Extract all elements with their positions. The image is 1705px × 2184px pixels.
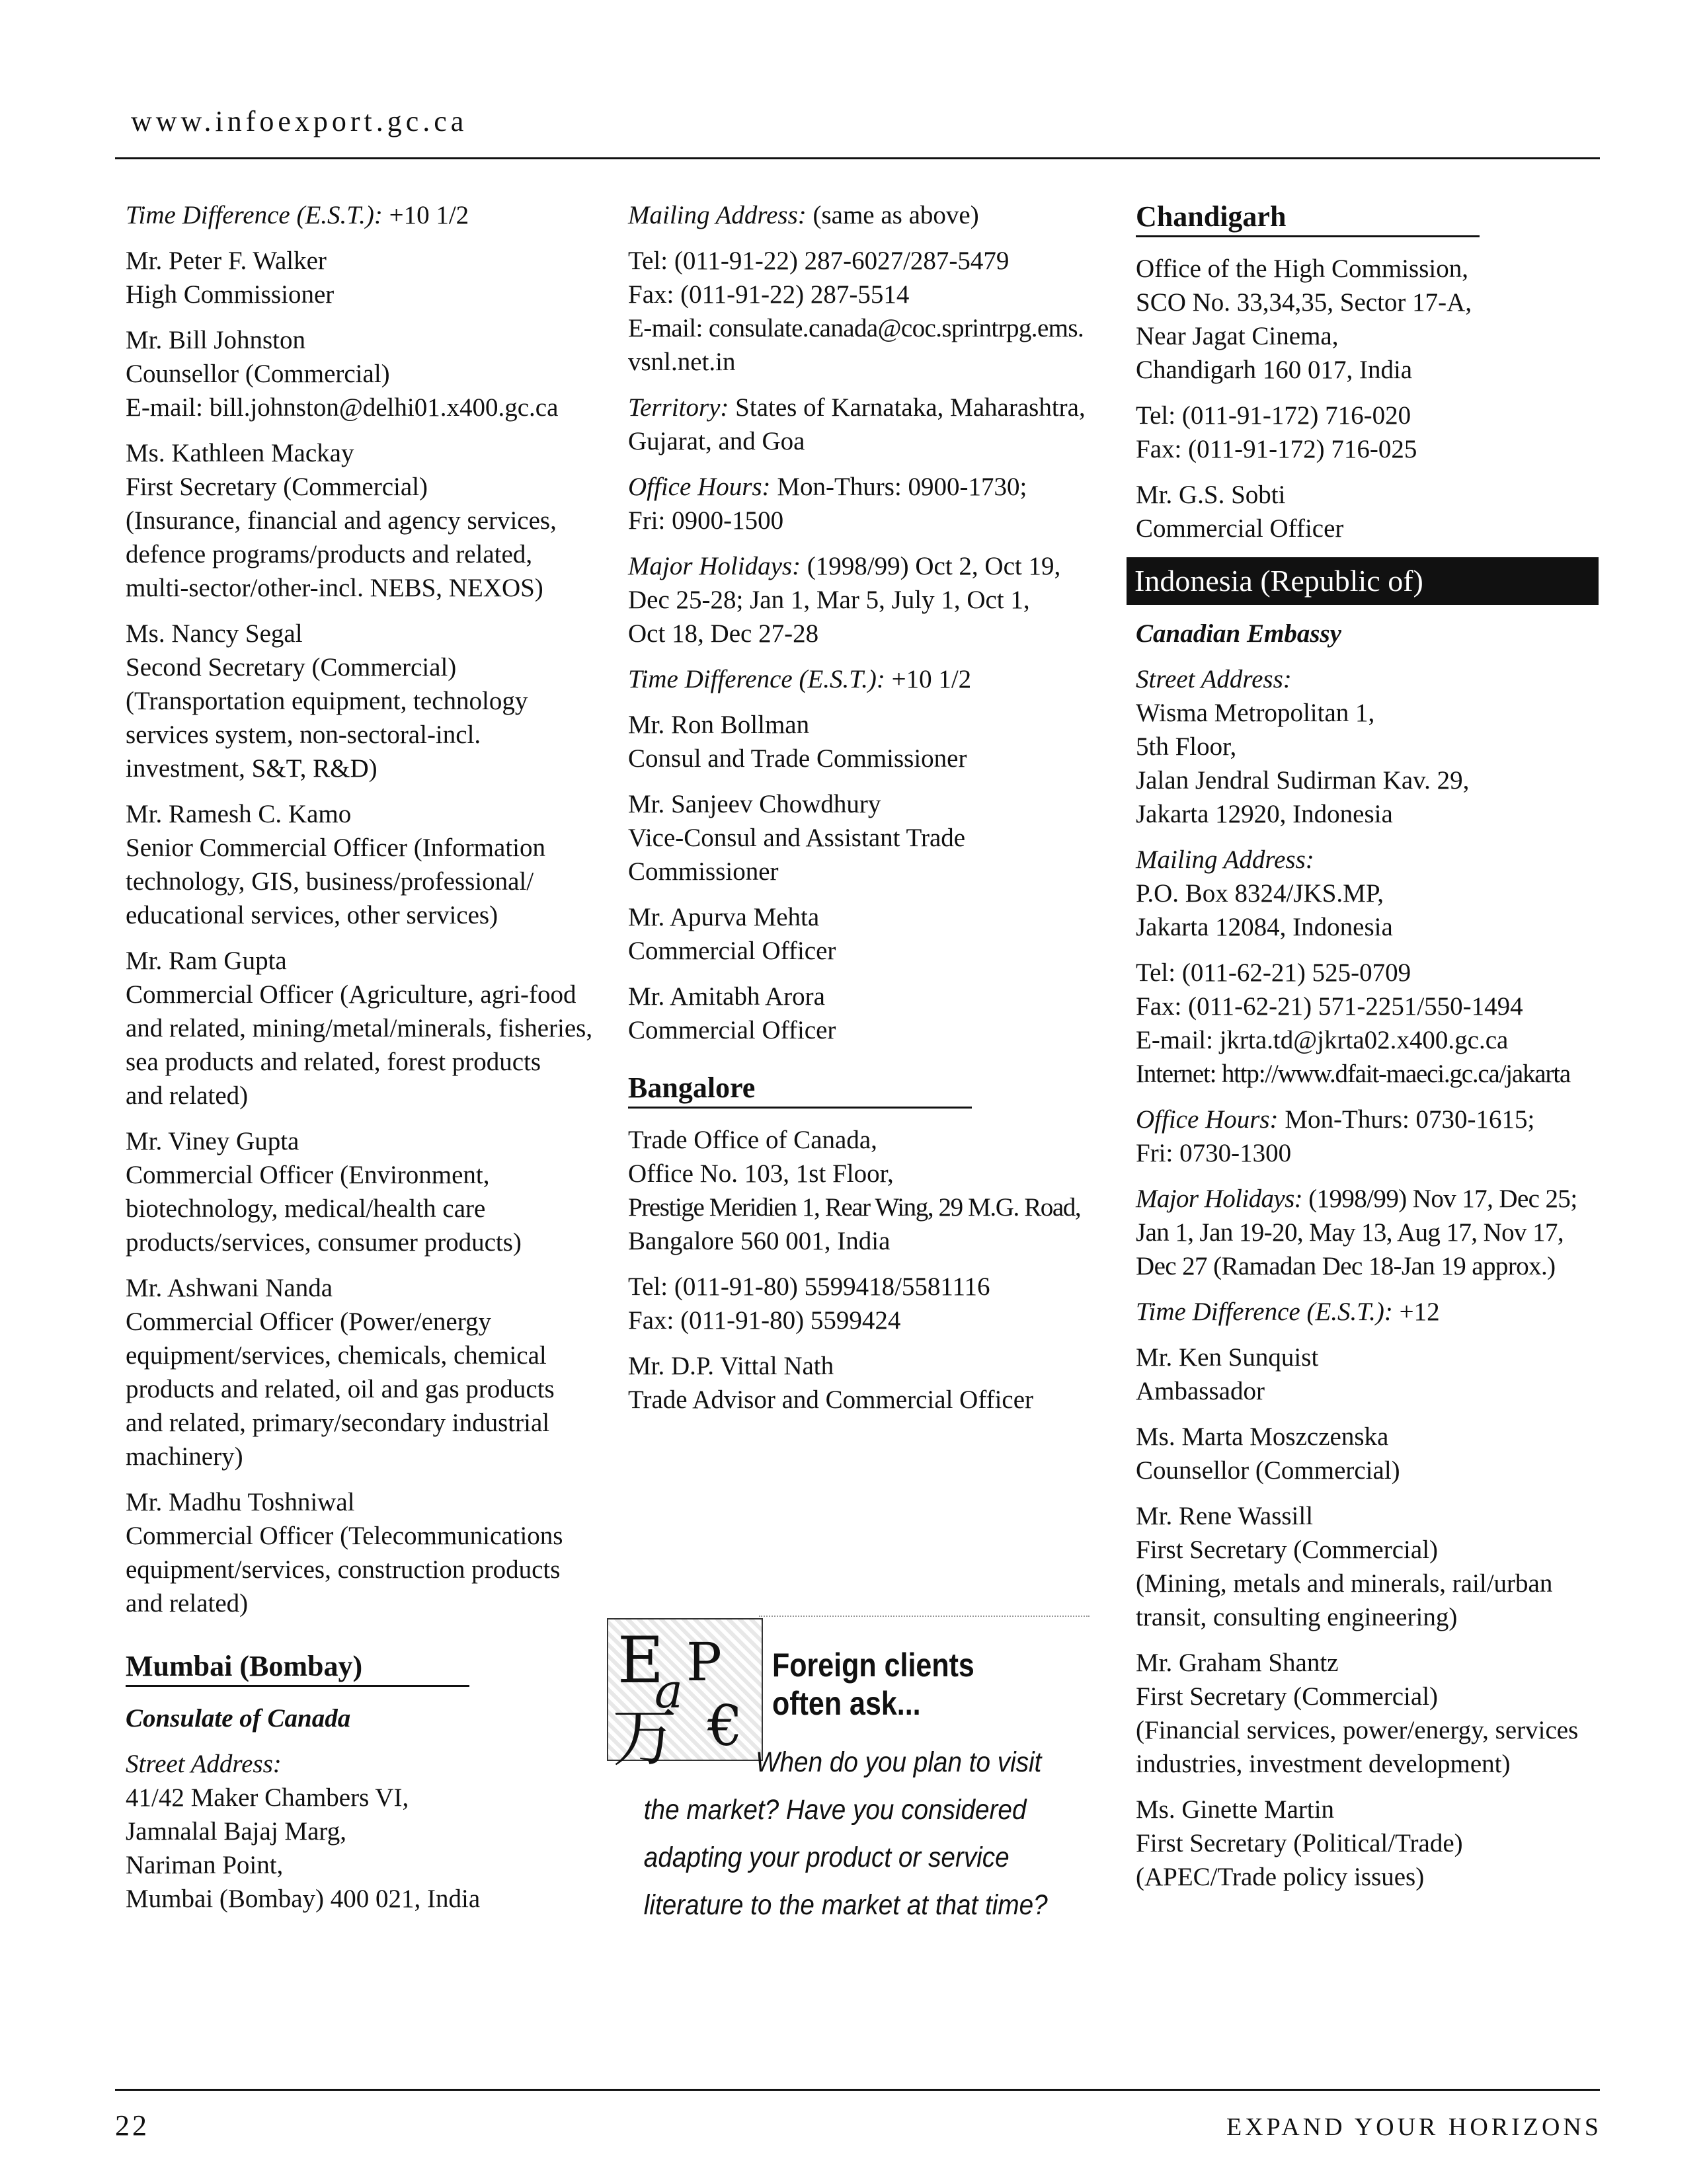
contact-entry (628, 980, 1104, 1047)
contact-detail: Counsellor (Commercial) (1136, 1456, 1400, 1485)
contact-entry (126, 1124, 628, 1259)
city-heading-chandigarh: Chandigarh (1136, 198, 1480, 237)
contact-list (126, 244, 628, 1620)
website: Internet: http://www.dfait-maeci.gc.ca/jakarta (1136, 1060, 1570, 1088)
footer-rule (115, 2089, 1600, 2091)
mission-name: Consulate of Canada (126, 1704, 351, 1733)
contact-name: Mr. Sanjeev Chowdhury (628, 790, 881, 818)
address-line: Trade Office of Canada, (628, 1126, 877, 1154)
time-difference-value: +10 1/2 (885, 665, 972, 693)
office-hours-value: Mon-Thurs: 0730-1615; (1278, 1105, 1535, 1134)
contact-detail: E-mail: bill.johnston@delhi01.x400.gc.ca (126, 393, 559, 422)
phone-numbers (1136, 399, 1599, 466)
glyph-p-icon: P (686, 1631, 722, 1693)
address-line: Jakarta 12084, Indonesia (1136, 913, 1393, 941)
contact-detail: biotechnology, medical/health care (126, 1194, 486, 1223)
address-line: Bangalore 560 001, India (628, 1227, 891, 1255)
contact-detail: transit, consulting engineering) (1136, 1603, 1458, 1631)
office-hours-label: Office Hours: (628, 473, 771, 501)
glyph-script-icon: 万 (612, 1700, 678, 1775)
mailing-address (1136, 843, 1599, 944)
contact-detail: Commercial Officer (Power/energy (126, 1307, 492, 1336)
address-line: Office of the High Commission, (1136, 254, 1468, 283)
contact-name: Mr. Bill Johnston (126, 326, 305, 354)
contact-detail: defence programs/products and related, (126, 540, 533, 568)
contact-entry (628, 708, 1104, 775)
glyph-e2-icon: € (707, 1694, 743, 1758)
contact-entry (126, 617, 628, 785)
contact-details (1136, 956, 1599, 1091)
contact-entry (1136, 1646, 1599, 1781)
contact-detail: (Transportation equipment, technology (126, 687, 528, 715)
contact-name: Mr. Madhu Toshniwal (126, 1488, 355, 1516)
callout-body-line: adapting your product or service (643, 1842, 1010, 1873)
time-difference-label: Time Difference (E.S.T.): (126, 201, 383, 229)
time-difference (126, 198, 628, 232)
glyph-e-icon: E (617, 1623, 664, 1697)
callout-body-line: literature to the market at that time? (643, 1889, 1048, 1921)
contact-name: Mr. Ashwani Nanda (126, 1274, 333, 1302)
glyph-a-icon: a (654, 1663, 683, 1719)
holidays-label: Major Holidays: (628, 552, 801, 580)
territory-value: States of Karnataka, Maharashtra, (729, 393, 1086, 422)
contact-detail: Senior Commercial Officer (Information (126, 834, 545, 862)
contact-list (1136, 1341, 1599, 1894)
fax: Fax: (011-91-172) 716-025 (1136, 435, 1417, 463)
mailing-address (628, 198, 1104, 232)
contact-detail: and related) (126, 1589, 249, 1618)
time-difference-label: Time Difference (E.S.T.): (628, 665, 885, 693)
email: E-mail: jkrta.td@jkrta02.x400.gc.ca (1136, 1026, 1509, 1054)
contact-entry (1136, 1341, 1599, 1408)
contact-detail: industries, investment development) (1136, 1750, 1511, 1778)
contact-detail: machinery) (126, 1442, 243, 1471)
contact-detail: and related) (126, 1081, 249, 1110)
contact-detail: Commercial Officer (628, 937, 836, 965)
contact-detail: High Commissioner (126, 280, 335, 309)
holidays-label: Major Holidays: (1136, 1185, 1303, 1213)
contact (1136, 478, 1599, 545)
contact-name: Mr. Ram Gupta (126, 947, 287, 975)
office-hours (1136, 1103, 1599, 1170)
contact-detail: Commercial Officer (Environment, (126, 1161, 490, 1189)
contact-detail: Ambassador (1136, 1377, 1265, 1405)
address (1136, 252, 1599, 387)
contact-name: Mr. Rene Wassill (1136, 1502, 1314, 1530)
contact-name: Mr. Viney Gupta (126, 1127, 299, 1155)
phone: Tel: (011-91-80) 5599418/5581116 (628, 1272, 990, 1301)
footer-tagline: EXPAND YOUR HORIZONS (1226, 2113, 1602, 2141)
contact-detail: First Secretary (Commercial) (1136, 1682, 1439, 1711)
contact-entry (1136, 1793, 1599, 1894)
address (628, 1123, 1104, 1258)
contact-detail: Commercial Officer (628, 1016, 836, 1044)
contact-detail: (Insurance, financial and agency services, (126, 506, 557, 535)
address-line: 41/42 Maker Chambers VI, (126, 1783, 409, 1812)
contact-details (628, 244, 1104, 379)
contact-entry (628, 900, 1104, 968)
address-line: Office No. 103, 1st Floor, (628, 1159, 894, 1188)
holidays-value: (1998/99) Oct 2, Oct 19, (801, 552, 1061, 580)
contact-entry (1136, 1420, 1599, 1487)
contact-name: Mr. Ron Bollman (628, 711, 810, 739)
fax: Fax: (011-91-80) 5599424 (628, 1306, 901, 1335)
holidays-value: (1998/99) Nov 17, Dec 25; (1302, 1185, 1577, 1213)
contact-name: Mr. Ramesh C. Kamo (126, 800, 352, 828)
contact-name: Ms. Kathleen Mackay (126, 439, 354, 467)
column-1 (126, 198, 628, 1928)
contact-detail: (Financial services, power/energy, services (1136, 1716, 1579, 1744)
contact-name: Ms. Nancy Segal (126, 619, 303, 648)
phone: Tel: (011-62-21) 525-0709 (1136, 958, 1411, 987)
email-cont: vsnl.net.in (628, 348, 736, 376)
contact-name: Mr. Peter F. Walker (126, 247, 327, 275)
contact-name: Mr. Graham Shantz (1136, 1649, 1339, 1677)
contact-detail: and related, primary/secondary industrial (126, 1409, 550, 1437)
contact-detail: Commercial Officer (Agriculture, agri-food (126, 980, 576, 1009)
contact-entry (126, 1485, 628, 1620)
callout-body-line: the market? Have you considered (643, 1794, 1027, 1826)
contact-entry (628, 787, 1104, 888)
contact-detail: products and related, oil and gas products (126, 1375, 555, 1403)
contact-detail: Consul and Trade Commissioner (628, 744, 967, 773)
address-line: Nariman Point, (126, 1851, 284, 1879)
time-difference (628, 662, 1104, 696)
street-address-label: Street Address: (126, 1750, 282, 1778)
holidays-line: Oct 18, Dec 27-28 (628, 619, 819, 648)
contact-entry (126, 323, 628, 424)
contact-detail: (Mining, metals and minerals, rail/urban (1136, 1569, 1553, 1598)
foreign-clients-callout (607, 1613, 1096, 1924)
contact-detail: First Secretary (Commercial) (1136, 1536, 1439, 1564)
contact-detail: multi-sector/other-incl. NEBS, NEXOS) (126, 574, 543, 602)
callout-heading-line: often ask... (772, 1685, 921, 1722)
contact-name: Ms. Ginette Martin (1136, 1795, 1335, 1824)
contact-entry (126, 436, 628, 605)
contact-detail: Commissioner (628, 857, 779, 886)
time-difference (1136, 1295, 1599, 1329)
address-line: P.O. Box 8324/JKS.MP, (1136, 879, 1384, 908)
mailing-address-label: Mailing Address: (628, 201, 807, 229)
street-address (1136, 662, 1599, 831)
contact-title: Commercial Officer (1136, 514, 1344, 543)
contact-detail: First Secretary (Commercial) (126, 473, 428, 501)
office-hours-line: Fri: 0730-1300 (1136, 1139, 1292, 1167)
contact-detail: equipment/services, chemicals, chemical (126, 1341, 547, 1370)
contact-detail: equipment/services, construction products (126, 1555, 561, 1584)
contact (628, 1349, 1104, 1417)
address-line: 5th Floor, (1136, 732, 1237, 761)
holidays-line: Dec 25-28; Jan 1, Mar 5, July 1, Oct 1, (628, 586, 1030, 614)
contact-detail: First Secretary (Political/Trade) (1136, 1829, 1463, 1857)
contact-entry (126, 244, 628, 311)
fax: Fax: (011-91-22) 287-5514 (628, 280, 910, 309)
header-rule (115, 157, 1600, 159)
callout-heading-line: Foreign clients (772, 1647, 974, 1684)
address-line: Jalan Jendral Sudirman Kav. 29, (1136, 766, 1470, 795)
address-line: SCO No. 33,34,35, Sector 17-A, (1136, 288, 1472, 317)
contact-name: Mr. Amitabh Arora (628, 982, 825, 1011)
contact-entry (126, 944, 628, 1112)
holidays-line: Dec 27 (Ramadan Dec 18-Jan 19 approx.) (1136, 1252, 1556, 1280)
contact-detail: and related, mining/metal/minerals, fisheries, (126, 1014, 593, 1042)
phone-numbers (628, 1270, 1104, 1337)
contact-detail: sea products and related, forest products (126, 1048, 541, 1076)
address-line: Near Jagat Cinema, (1136, 322, 1339, 350)
contact-detail: services system, non-sectoral-incl. (126, 721, 481, 749)
contact-name: Mr. Ken Sunquist (1136, 1343, 1319, 1372)
major-holidays (628, 549, 1104, 650)
office-hours-value: Mon-Thurs: 0900-1730; (770, 473, 1027, 501)
territory-line: Gujarat, and Goa (628, 427, 805, 455)
callout-body (607, 1738, 1047, 1929)
callout-dotted-rule (759, 1616, 1090, 1617)
contact-list (628, 708, 1104, 1047)
major-holidays (1136, 1182, 1599, 1283)
address-line: Wisma Metropolitan 1, (1136, 699, 1375, 727)
contact-detail: investment, S&T, R&D) (126, 754, 377, 783)
time-difference-label: Time Difference (E.S.T.): (1136, 1298, 1393, 1326)
time-difference-value: +10 1/2 (382, 201, 469, 229)
phone: Tel: (011-91-172) 716-020 (1136, 401, 1411, 430)
column-3 (1136, 198, 1599, 1906)
office-hours-line: Fri: 0900-1500 (628, 506, 784, 535)
office-hours-label: Office Hours: (1136, 1105, 1279, 1134)
email: E-mail: consulate.canada@coc.sprintrpg.ems. (628, 314, 1084, 342)
address-line: Prestige Meridien 1, Rear Wing, 29 M.G. Road, (628, 1193, 1081, 1222)
contact-detail: Second Secretary (Commercial) (126, 653, 457, 682)
address-line: Chandigarh 160 017, India (1136, 356, 1413, 384)
address-line: Mumbai (Bombay) 400 021, India (126, 1885, 481, 1913)
contact-entry (126, 1271, 628, 1473)
column-2 (628, 198, 1104, 1428)
holidays-line: Jan 1, Jan 19-20, May 13, Aug 17, Nov 17, (1136, 1218, 1564, 1247)
fax: Fax: (011-62-21) 571-2251/550-1494 (1136, 992, 1523, 1021)
mission-name: Canadian Embassy (1136, 619, 1341, 648)
street-address-label: Street Address: (1136, 665, 1292, 693)
contact-name: Mr. G.S. Sobti (1136, 481, 1286, 509)
contact-detail: Counsellor (Commercial) (126, 360, 390, 388)
callout-body-line: When do you plan to visit (756, 1746, 1042, 1778)
phone: Tel: (011-91-22) 287-6027/287-5479 (628, 247, 1010, 275)
territory-label: Territory: (628, 393, 729, 422)
contact-detail: Vice-Consul and Assistant Trade (628, 824, 966, 852)
contact-detail: products/services, consumer products) (126, 1228, 522, 1257)
address-line: Jakarta 12920, Indonesia (1136, 800, 1393, 828)
callout-heading (772, 1646, 974, 1723)
territory (628, 391, 1104, 458)
mailing-address-label: Mailing Address: (1136, 845, 1314, 874)
country-heading-indonesia: Indonesia (Republic of) (1127, 557, 1599, 605)
street-address (126, 1747, 628, 1916)
contact-detail: (APEC/Trade policy issues) (1136, 1863, 1425, 1891)
city-heading-mumbai: Mumbai (Bombay) (126, 1648, 469, 1687)
contact-title: Trade Advisor and Commercial Officer (628, 1385, 1034, 1414)
mailing-address-value: (same as above) (806, 201, 979, 229)
site-url: www.infoexport.gc.ca (131, 105, 468, 137)
contact-name: Mr. D.P. Vittal Nath (628, 1352, 834, 1380)
contact-name: Mr. Apurva Mehta (628, 903, 820, 931)
page-number: 22 (115, 2109, 149, 2142)
contact-detail: Commercial Officer (Telecommunications (126, 1522, 563, 1550)
contact-entry (126, 797, 628, 932)
contact-detail: educational services, other services) (126, 901, 498, 929)
office-hours (628, 470, 1104, 537)
address-line: Jamnalal Bajaj Marg, (126, 1817, 346, 1846)
time-difference-value: +12 (1392, 1298, 1440, 1326)
contact-entry (1136, 1499, 1599, 1634)
city-heading-bangalore: Bangalore (628, 1070, 972, 1109)
contact-name: Ms. Marta Moszczenska (1136, 1423, 1389, 1451)
contact-detail: technology, GIS, business/professional/ (126, 867, 534, 896)
